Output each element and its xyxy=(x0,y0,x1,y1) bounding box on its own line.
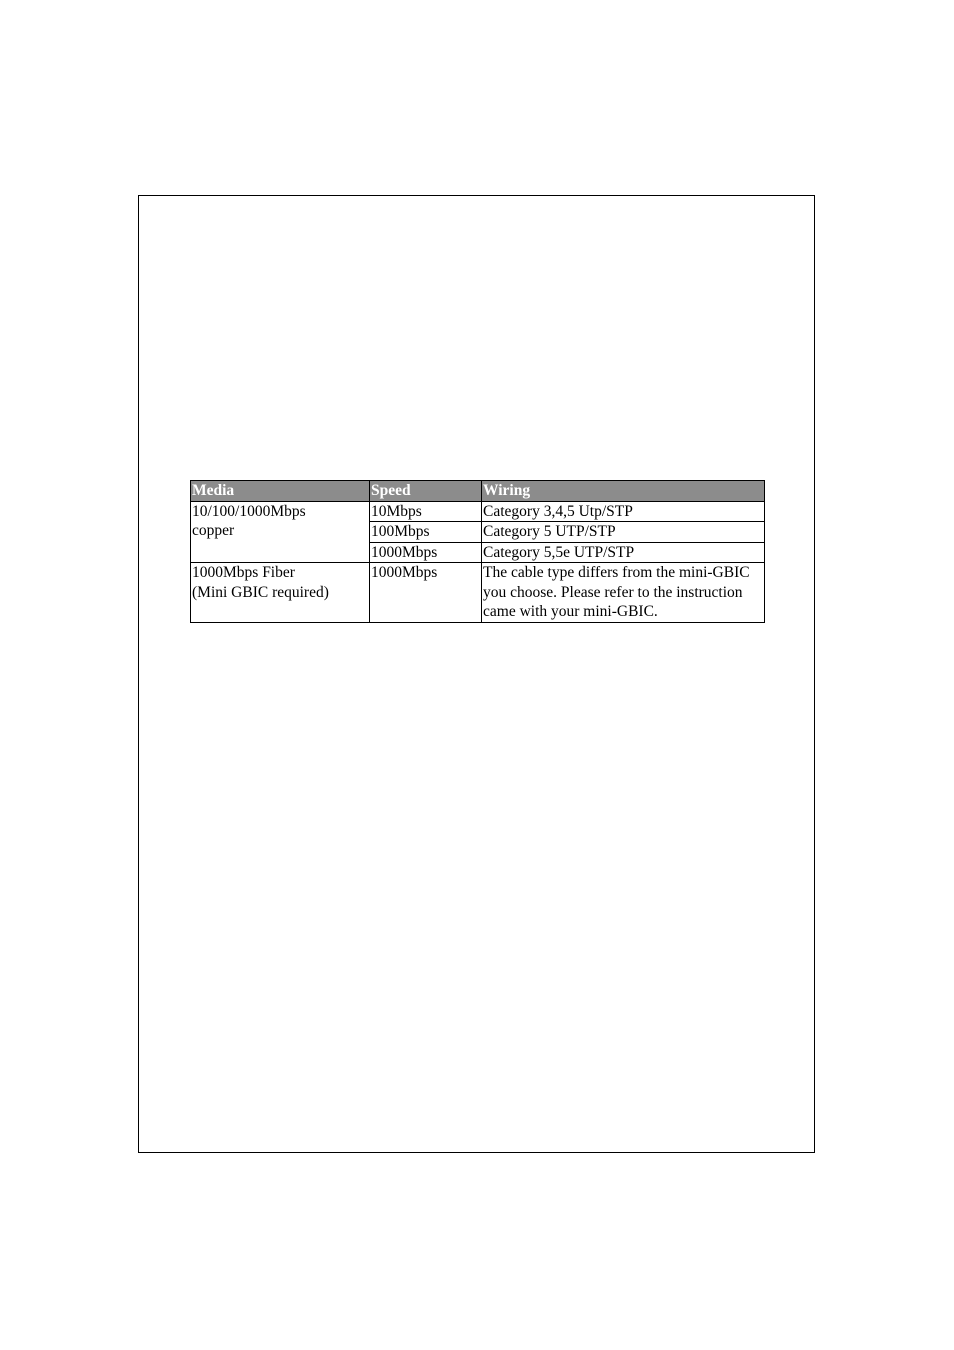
cell-wiring: Category 5,5e UTP/STP xyxy=(482,542,765,563)
table-row xyxy=(191,563,765,623)
page-border xyxy=(138,195,815,1153)
header-speed: Speed xyxy=(370,481,482,502)
cell-speed: 10Mbps xyxy=(370,501,482,522)
table-row xyxy=(191,501,765,522)
cell-speed: 1000Mbps xyxy=(370,563,482,623)
media-fiber-line1: 1000Mbps Fiber xyxy=(192,564,295,581)
cell-media-fiber xyxy=(191,563,370,623)
cell-wiring: Category 3,4,5 Utp/STP xyxy=(482,501,765,522)
media-copper-line1: 10/100/1000Mbps xyxy=(192,502,306,520)
cell-media-copper xyxy=(191,501,370,563)
header-media: Media xyxy=(191,481,370,502)
media-fiber-line2: (Mini GBIC required) xyxy=(192,583,329,601)
media-wiring-table xyxy=(190,480,765,623)
cell-speed: 100Mbps xyxy=(370,522,482,543)
media-copper-line2: copper xyxy=(192,522,235,539)
cell-wiring-fiber: The cable type differs from the mini-GBIC you choose. Please refer to the instruction came with your mini-GBIC. xyxy=(482,563,765,623)
header-wiring: Wiring xyxy=(482,481,765,502)
cell-wiring: Category 5 UTP/STP xyxy=(482,522,765,543)
cell-speed: 1000Mbps xyxy=(370,542,482,563)
table-header-row xyxy=(191,481,765,502)
